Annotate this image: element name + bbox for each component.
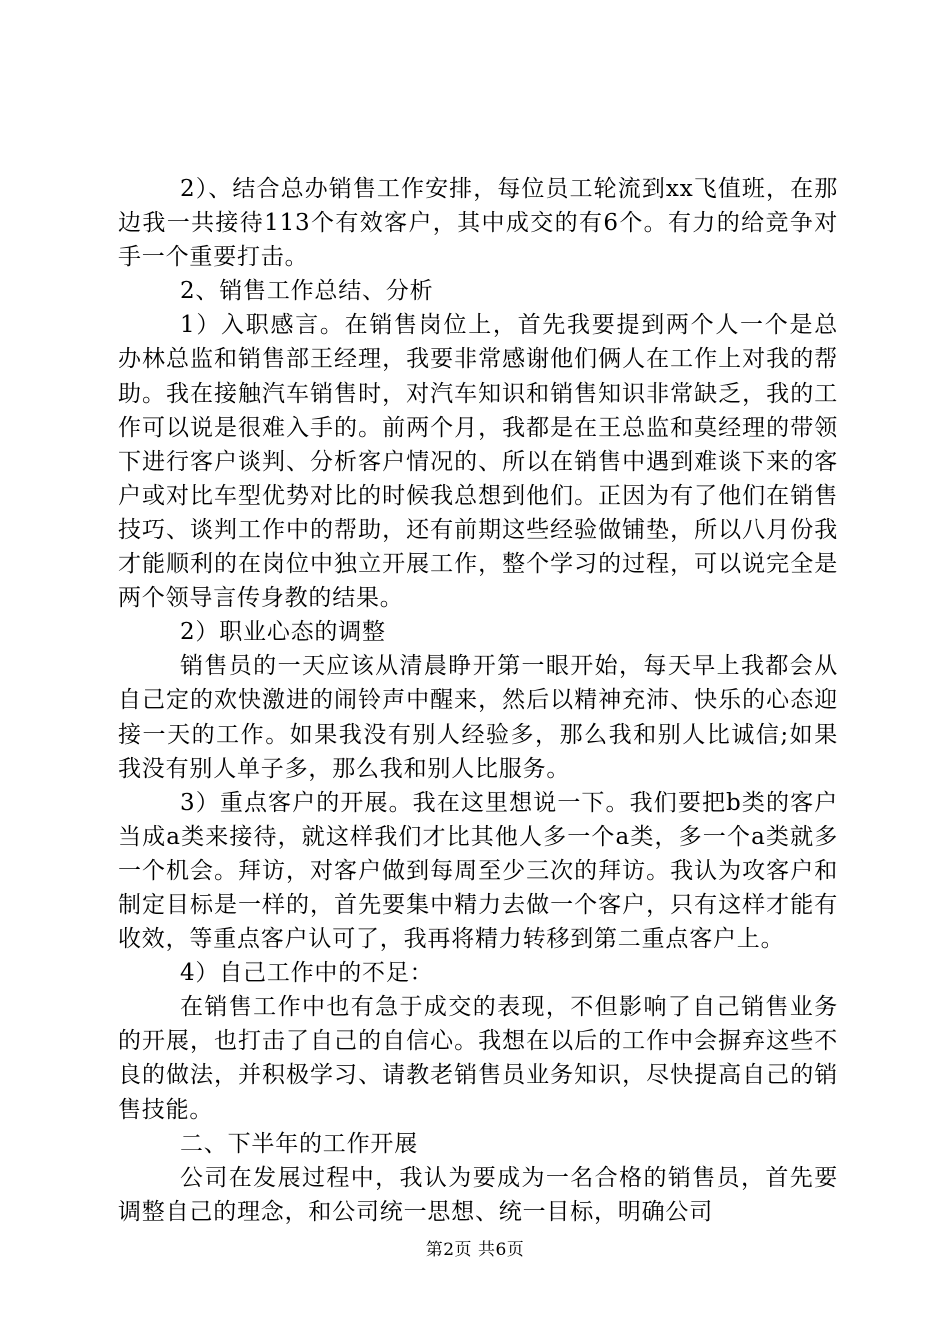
section-heading: 2、销售工作总结、分析 bbox=[180, 278, 434, 305]
paragraph: 3）重点客户的开展。我在这里想说一下。我们要把b类的客户当成a类来接待，就这样我们才比其他人多一个a类，多一个a类就多一个机会。拜访，对客户做到每周至少三次的拜访。我认为攻客户和制定目标是一样的，首先要集中精力去做一个客户，只有这样才能有收效，等重点客户认可了，我再将精力转移到第二重点客户上。 bbox=[118, 789, 838, 953]
paragraph: 2）、结合总办销售工作安排，每位员工轮流到xx飞值班，在那边我一共接待113个有效客户，其中成交的有6个。有力的给竞争对手一个重要打击。 bbox=[118, 176, 838, 271]
page-footer: 第2页 共6页 bbox=[425, 1240, 525, 1260]
subsection-heading: 4）自己工作中的不足： bbox=[180, 960, 434, 987]
document-body bbox=[118, 172, 838, 1229]
subsection-heading: 2）职业心态的调整 bbox=[180, 619, 386, 646]
paragraph: 公司在发展过程中，我认为要成为一名合格的销售员，首先要调整自己的理念，和公司统一思想、统一目标，明确公司 bbox=[118, 1164, 838, 1225]
paragraph: 在销售工作中也有急于成交的表现，不但影响了自己销售业务的开展，也打击了自己的自信心。我想在以后的工作中会摒弃这些不良的做法，并积极学习、请教老销售员业务知识，尽快提高自己的销售技能。 bbox=[118, 994, 838, 1123]
paragraph: 1）入职感言。在销售岗位上，首先我要提到两个人一个是总办林总监和销售部王经理，我要非常感谢他们俩人在工作上对我的帮助。我在接触汽车销售时，对汽车知识和销售知识非常缺乏，我的工作可以说是很难入手的。前两个月，我都是在王总监和莫经理的带领下进行客户谈判、分析客户情况的、所以在销售中遇到难谈下来的客户或对比车型优势对比的时候我总想到他们。正因为有了他们在销售技巧、谈判工作中的帮助，还有前期这些经验做铺垫，所以八月份我才能顺利的在岗位中独立开展工作，整个学习的过程，可以说完全是两个领导言传身教的结果。 bbox=[118, 312, 838, 612]
paragraph: 销售员的一天应该从清晨睁开第一眼开始，每天早上我都会从自己定的欢快激进的闹铃声中醒来，然后以精神充沛、快乐的心态迎接一天的工作。如果我没有别人经验多，那么我和别人比诚信;如果我没有别人单子多，那么我和别人比服务。 bbox=[118, 653, 838, 782]
section-heading: 二、下半年的工作开展 bbox=[180, 1130, 418, 1157]
